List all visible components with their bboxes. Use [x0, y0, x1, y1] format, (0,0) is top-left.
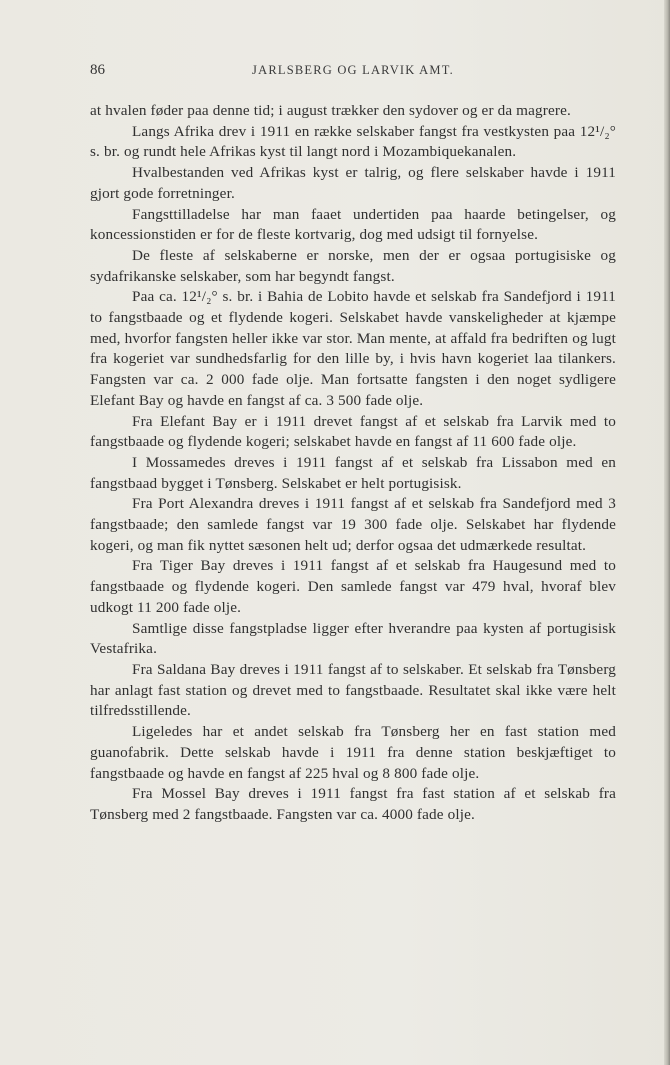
paragraph: Fra Port Alexandra dreves i 1911 fangst af et selskab fra Sandefjord med 3 fangstbaade; den samlede fangst var 19 300 fade olje. Selskabet har flydende kogeri, og man fik nyttet sæsonen helt ud; derfor ogsaa det udmærkede resultat.	[90, 495, 616, 554]
page-number: 86	[90, 62, 105, 78]
running-title: JARLSBERG OG LARVIK AMT.	[252, 63, 454, 77]
page-header	[90, 62, 616, 84]
paragraph: Fra Saldana Bay dreves i 1911 fangst af to selskaber. Et selskab fra Tønsberg har anlagt fast station og drevet med to fangstbaade. Resultatet skal ikke være helt tilfredsstillende.	[90, 660, 616, 720]
body-text	[90, 101, 616, 826]
paragraph: Langs Afrika drev i 1911 en række selskaber fangst fra vestkysten paa 12¹/₂° s. br. og rundt hele Afrikas kyst til langt nord i Mozambiquekanalen.	[90, 122, 616, 161]
paragraph: Ligeledes har et andet selskab fra Tønsberg her en fast station med guanofabrik. Dette selskab havde i 1911 fra denne station beskjæftiget to fangstbaade og havde en fangst af 225 hval og 8 800 fade olje.	[90, 723, 616, 782]
paragraph: Fra Tiger Bay dreves i 1911 fangst af et selskab fra Haugesund med to fangstbaade og flydende kogeri. Den samlede fangst var 479 hval, hvoraf blev udkogt 11 200 fade olje.	[90, 557, 616, 616]
paragraph: Paa ca. 12¹/₂° s. br. i Bahia de Lobito havde et selskab fra Sandefjord i 1911 to fangstbaade og et flydende kogeri. Selskabet havde vanskeligheder at kjæmpe med, hvorfor fangsten heller ikke var stor. Man mente, at affald fra bedriften og lugt fra kogeriet var sundhedsfarlig for den lille by, i hvis havn kogeriet laa tilankers. Fangsten var ca. 2 000 fade olje. Man fortsatte fangsten i den noget sydligere Elefant Bay og havde en fangst af ca. 3 500 fade olje.	[90, 288, 616, 409]
paragraph: Hvalbestanden ved Afrikas kyst er talrig, og flere selskaber havde i 1911 gjort gode forretninger.	[90, 164, 616, 202]
paragraph: De fleste af selskaberne er norske, men der er ogsaa portugisiske og sydafrikanske selskaber, som har begyndt fangst.	[90, 246, 616, 285]
paragraph: Fra Mossel Bay dreves i 1911 fangst fra fast station af et selskab fra Tønsberg med 2 fangstbaade. Fangsten var ca. 4000 fade olje.	[90, 785, 616, 823]
paragraph: Fangsttilladelse har man faaet undertiden paa haarde betingelser, og koncessionstiden er for de fleste kortvarig, dog med udsigt til fornyelse.	[90, 205, 616, 244]
paragraph: Samtlige disse fangstpladse ligger efter hverandre paa kysten af portugisisk Vestafrika.	[90, 619, 616, 658]
paragraph: I Mossamedes dreves i 1911 fangst af et selskab fra Lissabon med en fangstbaad bygget i Tønsberg. Selskabet er helt portugisisk.	[90, 453, 616, 492]
page-edge	[664, 0, 670, 1065]
paragraph: Fra Elefant Bay er i 1911 drevet fangst af et selskab fra Larvik med to fangstbaade og flydende kogeri; selskabet havde en fangst af 11 600 fade olje.	[90, 412, 616, 451]
paragraph: at hvalen føder paa denne tid; i august trækker den sydover og er da magrere.	[90, 102, 571, 119]
